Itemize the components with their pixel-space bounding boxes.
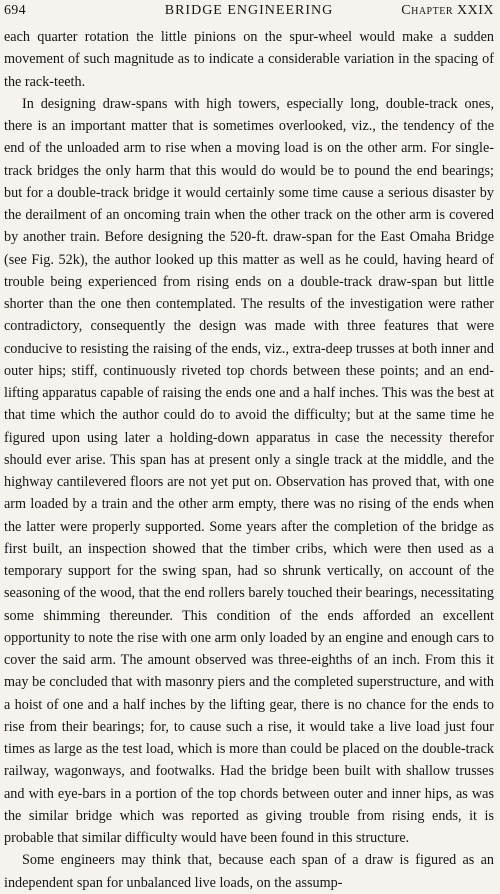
running-header (4, 0, 494, 22)
paragraph-draw-spans: In designing draw-spans with high towers, especially long, double-track ones, there is an important matter that is sometimes overlooked, viz., the tendency of the end of the unloaded arm to rise when a moving load is on the other arm. For single-track bridges the only harm that this would do would be to pound the end bearings; but for a double-track bridge it would certainly some time cause a serious disaster by the derailment of an oncoming train when the other track on the other arm is covered by another train. Before designing the 520-ft. draw-span for the East Omaha Bridge (see Fig. 52k), the author looked up this matter as well as he could, having heard of trouble being experienced from rising ends on a double-track draw-span but little shorter than the one then contemplated. The results of the investigation were rather contradictory, consequently the design was made with three features that were conducive to resisting the raising of the ends, viz., extra-deep trusses at both inner and outer hips; stiff, continuously riveted top chords between these points; and an end-lifting apparatus capable of raising the ends one and a half inches. This was the best at that time which the author could do to avoid the difficulty; but at the same time he figured upon using later a holding-down apparatus in case the necessity therefor should ever arise. This span has at present only a single track at the middle, and the highway cantilevered floors are not yet put on. Observation has proved that, with one arm loaded by a train and the other arm empty, there was no rising of the ends when the latter were properly supported. Some years after the completion of the bridge as first built, an inspection showed that the timber cribs, which were then used as a temporary support for the swing span, had so shrunk vertically, on account of the seasoning of the wood, that the end rollers barely touched their bearings, necessitating some shimming thereunder. This condition of the ends afforded an excellent opportunity to note the rise with one arm only loaded by an engine and enough cars to cover the said arm. The amount observed was three-eighths of an inch. From this it may be concluded that with masonry piers and the completed superstructure, and with a hoist of one and a half inches by the lifting gear, there is no chance for the ends to rise from their bearings; for, to cause such a rise, it would take a live load just four times as large as the test load, which is more than could be placed on the double-track railway, wagonways, and footwalks. Had the bridge been built with shallow trusses and with eye-bars in a portion of the top chords between outer and inner hips, as was the similar bridge which was reported as giving trouble from rising ends, it is probable that similar difficulty would have been found in this structure. (4, 95, 494, 846)
page-number: 694 (4, 3, 26, 18)
chapter-label: Chapter XXIX (401, 3, 494, 18)
body-text (4, 26, 494, 894)
running-title: BRIDGE ENGINEERING (164, 3, 334, 18)
paragraph-some-engineers: Some engineers may think that, because each span of a draw is figured as an independent span for unbalanced live loads, on the assump- (4, 852, 494, 891)
paragraph-continuation: each quarter rotation the little pinions on the spur-wheel would make a sudden movement of such magnitude as to indicate a considerable variation in the spacing of the rack-teeth. (4, 29, 494, 90)
